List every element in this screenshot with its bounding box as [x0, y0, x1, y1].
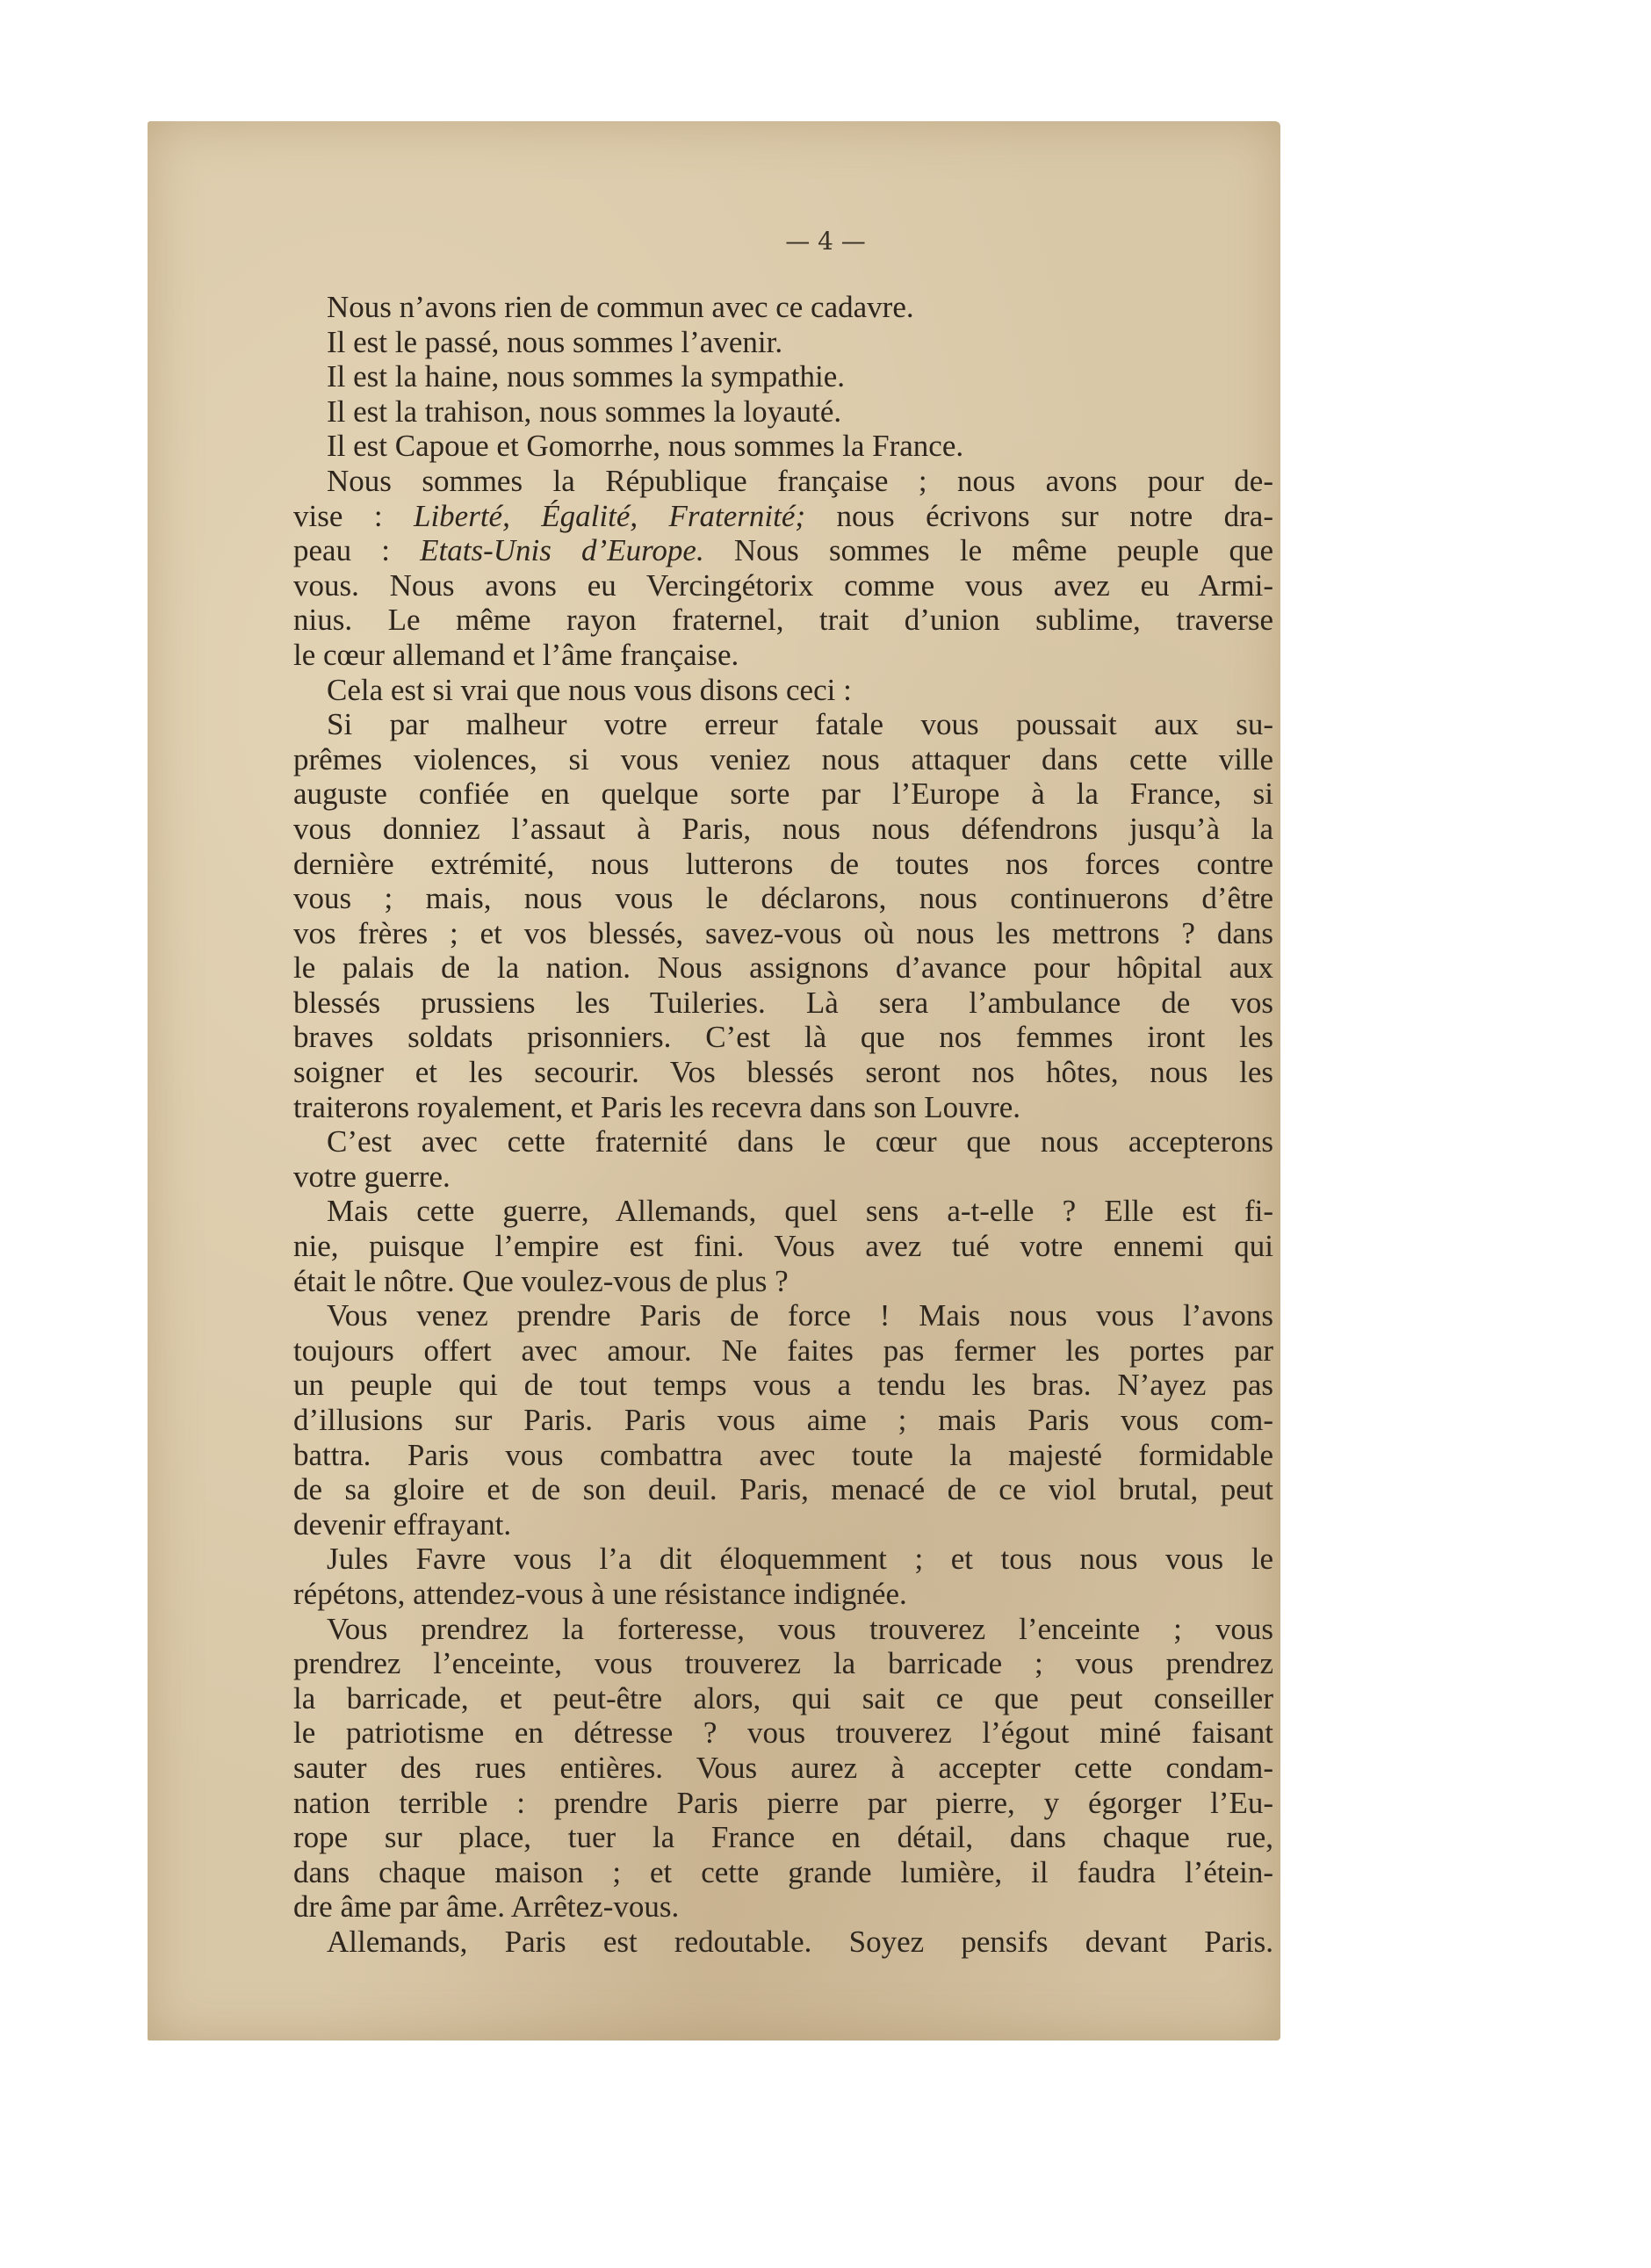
text-line: Jules Favre vous l’a dit éloquemment ; et tous nous vous le: [327, 1542, 1273, 1577]
text-line: toujours offert avec amour. Ne faites pas fermer les portes par: [293, 1333, 1273, 1368]
body-text: [293, 290, 1273, 1960]
text-line: le palais de la nation. Nous assignons d’avance pour hôpital aux: [293, 950, 1273, 986]
text-line: vos frères ; et vos blessés, savez-vous où nous les mettrons ? dans: [293, 915, 1273, 950]
text-line: vous. Nous avons eu Vercingétorix comme vous avez eu Armi-: [293, 567, 1273, 603]
text-line: nation terrible : prendre Paris pierre par pierre, y égorger l’Eu-: [293, 1785, 1273, 1820]
text-line: Il est le passé, nous sommes l’avenir.: [327, 324, 783, 359]
text-line: prêmes violences, si vous veniez nous attaquer dans cette ville: [293, 741, 1273, 776]
text-line: vous ; mais, nous vous le déclarons, nous continuerons d’être: [293, 881, 1273, 916]
text-line: Vous prendrez la forteresse, vous trouverez l’enceinte ; vous: [327, 1611, 1273, 1646]
text-line: Vous venez prendre Paris de force ! Mais nous vous l’avons: [327, 1298, 1273, 1333]
text-line: soigner et les secourir. Vos blessés seront nos hôtes, nous les: [293, 1055, 1273, 1090]
text-segment: peau :: [293, 533, 421, 568]
text-line: nius. Le même rayon fraternel, trait d’union sublime, traverse: [293, 603, 1273, 638]
text-line: Il est Capoue et Gomorrhe, nous sommes la France.: [327, 429, 964, 464]
text-line: le patriotisme en détresse ? vous trouverez l’égout miné faisant: [293, 1715, 1273, 1751]
text-line: dre âme par âme. Arrêtez-vous.: [293, 1889, 680, 1925]
text-line: rope sur place, tuer la France en détail, dans chaque rue,: [293, 1820, 1273, 1855]
text-line: dans chaque maison ; et cette grande lumière, il faudra l’étein-: [293, 1854, 1273, 1889]
text-segment: nous écrivons sur notre dra-: [805, 498, 1273, 533]
text-line: Nous n’avons rien de commun avec ce cadavre.: [327, 290, 914, 324]
text-line: Nous sommes la République française ; nous avons pour de-: [327, 463, 1273, 498]
text-line: la barricade, et peut-être alors, qui sait ce que peut conseiller: [293, 1680, 1273, 1715]
text-line: [293, 533, 1273, 568]
text-line: braves soldats prisonniers. C’est là que nos femmes iront les: [293, 1020, 1273, 1055]
text-line: Il est la haine, nous sommes la sympathie.: [327, 359, 846, 394]
text-line: C’est avec cette fraternité dans le cœur que nous accepterons: [327, 1124, 1273, 1159]
text-line: un peuple qui de tout temps vous a tendu les bras. N’ayez pas: [293, 1368, 1273, 1403]
text-line: prendrez l’enceinte, vous trouverez la barricade ; vous prendrez: [293, 1646, 1273, 1681]
text-line: blessés prussiens les Tuileries. Là sera l’ambulance de vos: [293, 985, 1273, 1020]
text-line: devenir effrayant.: [293, 1506, 512, 1542]
text-line: [293, 499, 1273, 534]
text-line: Cela est si vrai que nous vous disons ceci :: [327, 672, 852, 707]
italic-segment: Etats-Unis d’Europe.: [420, 533, 704, 568]
text-line: Mais cette guerre, Allemands, quel sens a-t-elle ? Elle est fi-: [327, 1194, 1273, 1229]
text-line: Si par malheur votre erreur fatale vous poussait aux su-: [327, 707, 1273, 742]
italic-segment: Liberté, Égalité, Fraternité;: [413, 498, 806, 533]
text-line: le cœur allemand et l’âme française.: [293, 637, 739, 672]
text-line: traiterons royalement, et Paris les recevra dans son Louvre.: [293, 1089, 1021, 1124]
text-line: nie, puisque l’empire est fini. Vous avez tué votre ennemi qui: [293, 1229, 1273, 1264]
text-line: battra. Paris vous combattra avec toute la majesté formidable: [293, 1437, 1273, 1472]
text-line: Il est la trahison, nous sommes la loyauté.: [327, 394, 842, 429]
text-line: était le nôtre. Que voulez-vous de plus ?: [293, 1263, 789, 1298]
text-line: vous donniez l’assaut à Paris, nous nous défendrons jusqu’à la: [293, 811, 1273, 846]
text-line: d’illusions sur Paris. Paris vous aime ; mais Paris vous com-: [293, 1403, 1273, 1437]
text-line: dernière extrémité, nous lutterons de toutes nos forces contre: [293, 846, 1273, 881]
text-line: de sa gloire et de son deuil. Paris, menacé de ce viol brutal, peut: [293, 1472, 1273, 1507]
text-segment: vise :: [293, 498, 414, 533]
text-line: auguste confiée en quelque sorte par l’Europe à la France, si: [293, 776, 1273, 812]
text-segment: Nous sommes le même peuple que: [703, 533, 1273, 568]
text-line: sauter des rues entières. Vous aurez à accepter cette condam-: [293, 1750, 1273, 1785]
text-line: répétons, attendez-vous à une résistance indignée.: [293, 1576, 907, 1611]
page-number: — 4 —: [785, 227, 866, 256]
text-line: Allemands, Paris est redoutable. Soyez pensifs devant Paris.: [327, 1924, 1273, 1959]
text-line: votre guerre.: [293, 1159, 451, 1194]
